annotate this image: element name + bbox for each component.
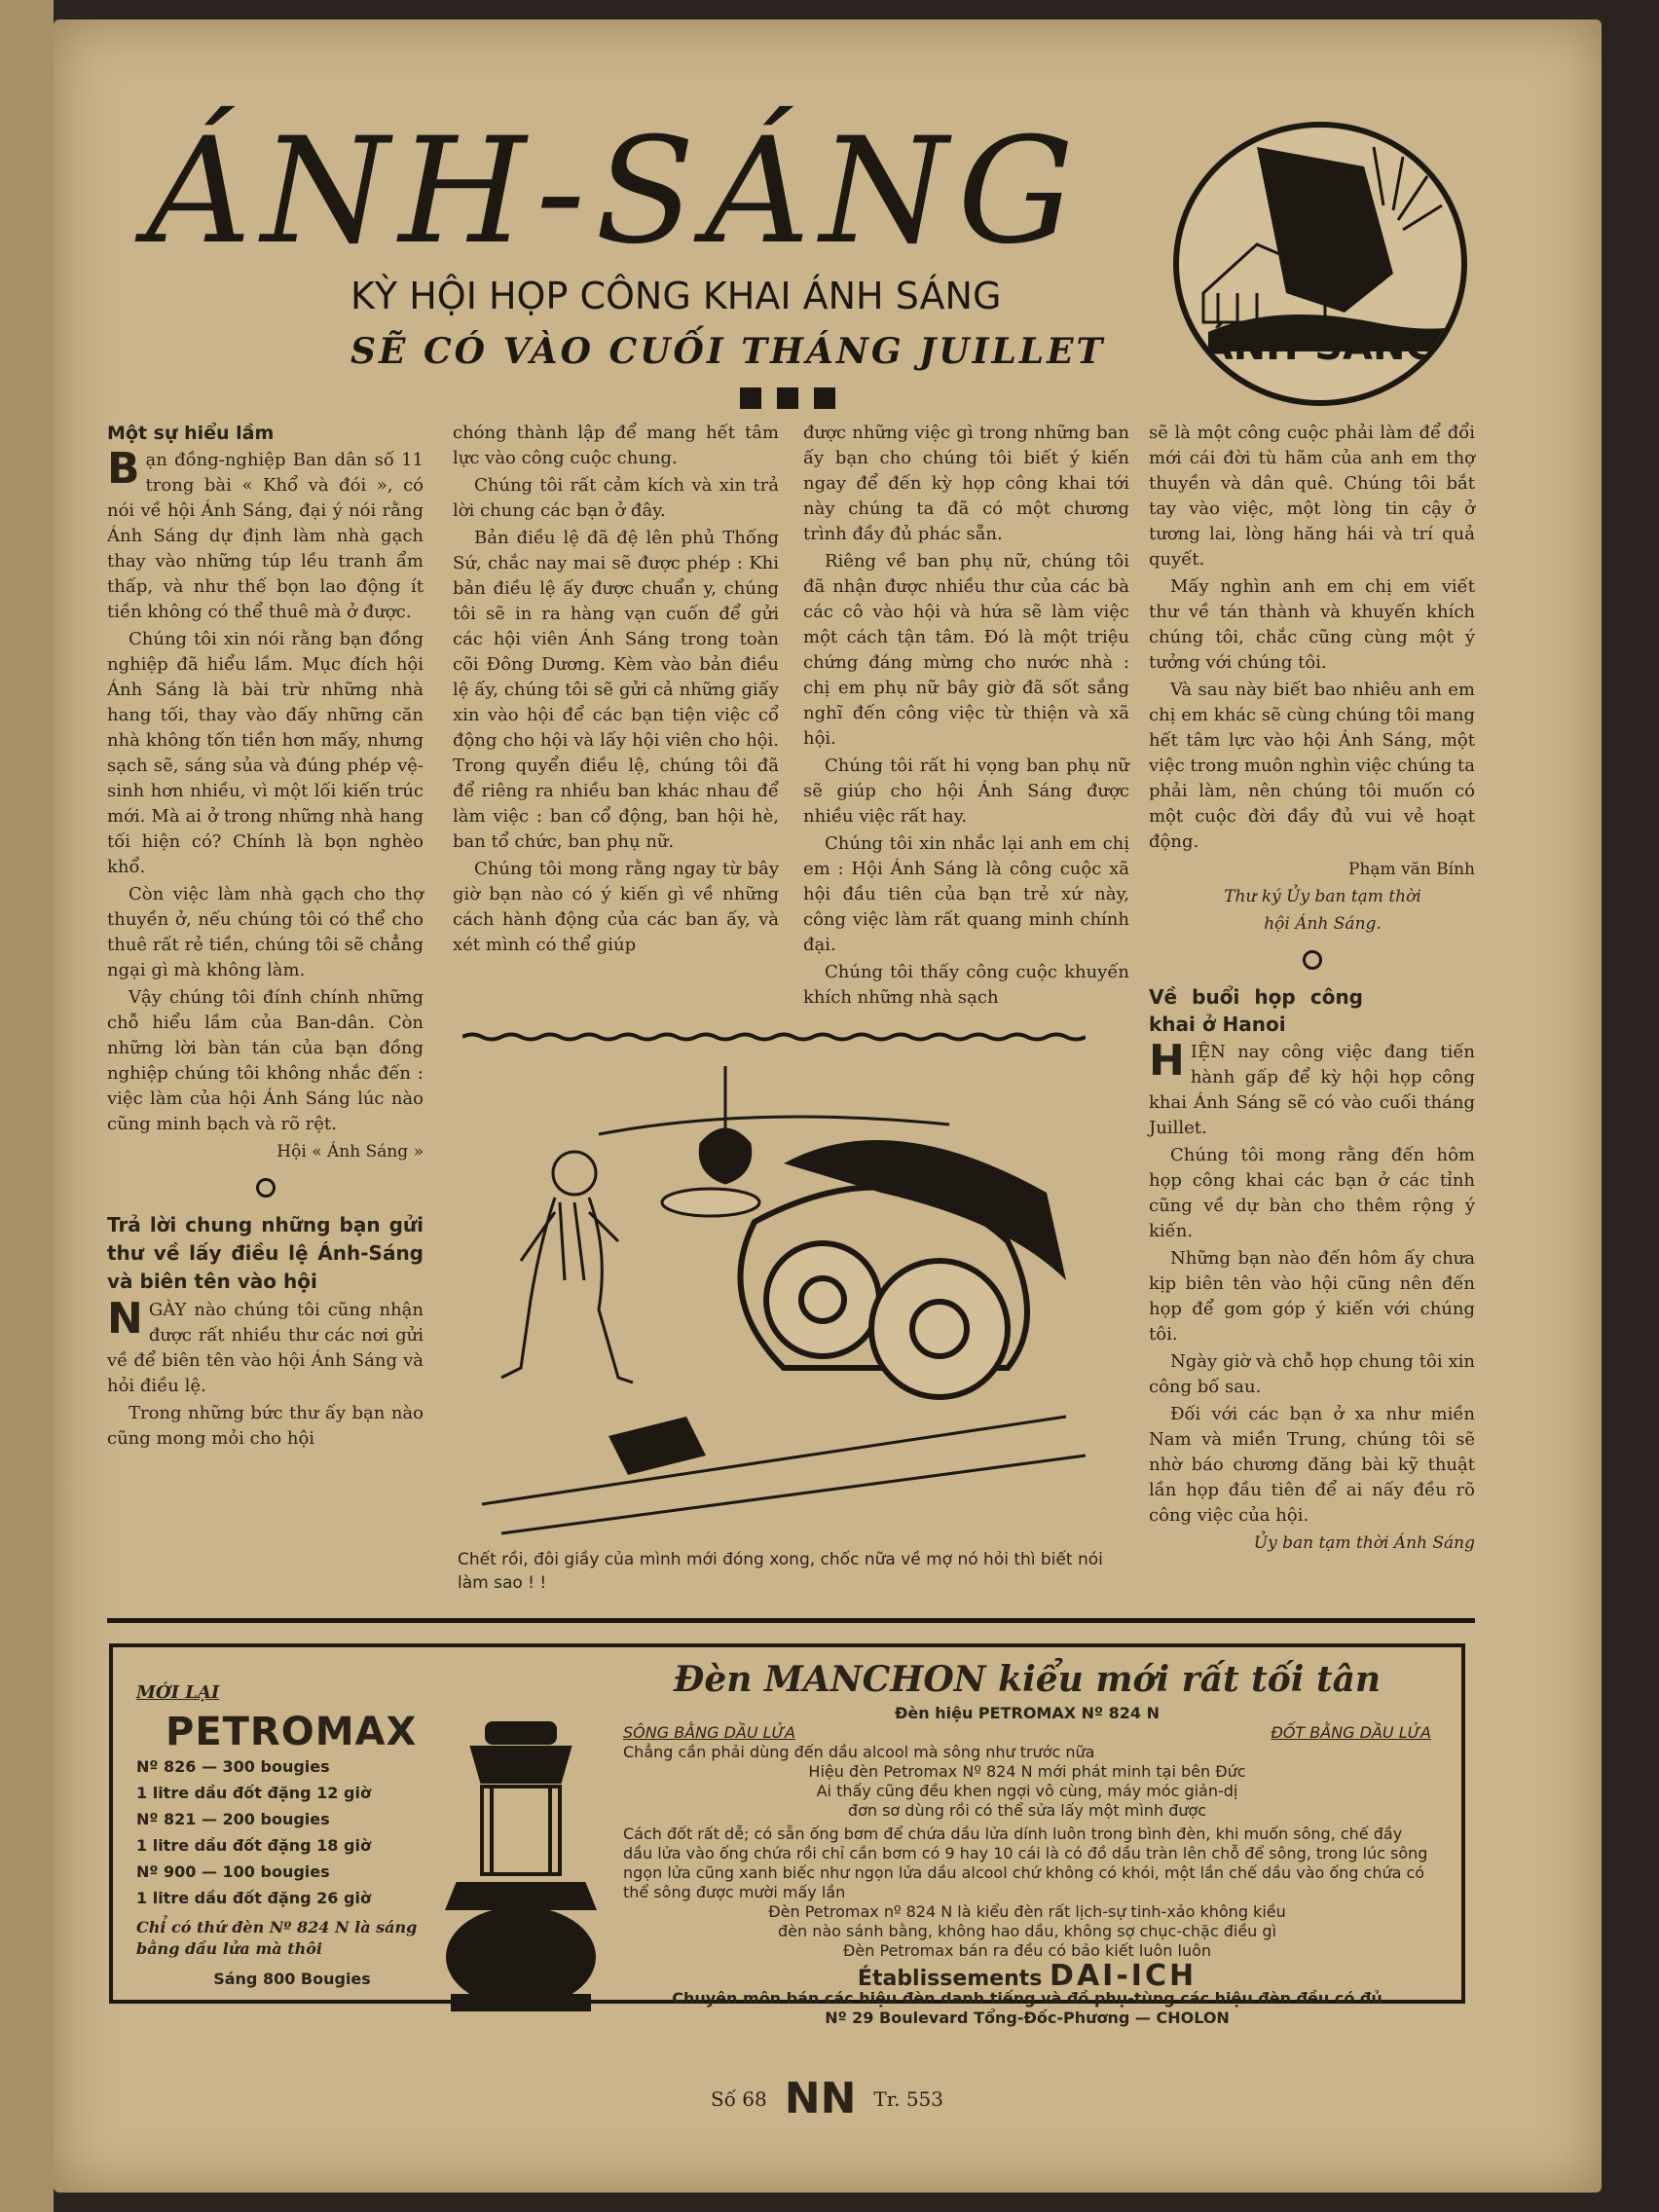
- article-heading: Một sự hiểu lầm: [107, 423, 275, 444]
- article-heading: Trả lời chung những bạn gửi thư về lấy điều lệ Ánh-Sáng và biên tên vào hội: [107, 1213, 424, 1293]
- ad-company: [623, 1959, 1431, 1993]
- article-paragraph: Những bạn nào đến hôm ấy chưa kịp biên tên vào hội cũng nên đến họp để gom góp ý kiến với chúng tôi.: [1149, 1248, 1475, 1345]
- article-paragraph: được những việc gì trong những ban ấy bạn cho chúng tôi biết ý kiến ngay để đến kỳ họp công khai tới này chúng ta đã có một chương trình đầy đủ phác sẵn.: [803, 423, 1129, 544]
- illustration-caption: Chết rồi, đôi giầy của mình mới đóng xong, chốc nữa về mợ nó hỏi thì biết nói làm sao ! !: [458, 1550, 1103, 1593]
- article-paragraph: Chúng tôi thấy công cuộc khuyến khích những nhà sạch: [803, 962, 1129, 1008]
- separator-squares: [740, 387, 835, 409]
- issue-number: Số 68: [711, 2086, 767, 2111]
- article-paragraph: Và sau này biết bao nhiêu anh em chị em khác sẽ cùng chúng tôi mang hết tâm lực vào hội Ánh Sáng, một việc trong muôn nghìn việc chúng ta phải làm, nên chúng tôi muốn có một cuộc đời đầy đủ vui vẻ hoạt động.: [1149, 680, 1475, 852]
- article-paragraph: NGÀY nào chúng tôi cũng nhận được rất nhiều thư các nơi gửi về để biên tên vào hội Ánh Sáng và hỏi điều lệ.: [107, 1294, 424, 1396]
- article-paragraph: Mấy nghìn anh em chị em viết thư về tán thành và khuyến khích chúng tôi, chắc cũng cùng một ý tưởng với chúng tôi.: [1149, 576, 1475, 673]
- masthead-title: ÁNH-SÁNG: [146, 107, 1085, 276]
- horizontal-rule: [107, 1618, 1475, 1623]
- ad-label-left: SÔNG BẰNG DẦU LỬA: [623, 1723, 795, 1742]
- anh-sang-logo: [1173, 122, 1467, 406]
- ad-headline: Đèn MANCHON kiểu mới rất tối tân: [673, 1659, 1382, 1700]
- dropcap: B: [107, 444, 140, 494]
- ad-text: Đèn hiệu PETROMAX Nº 824 N: [895, 1704, 1160, 1722]
- dropcap: H: [1149, 1036, 1185, 1086]
- ad-left-panel: [136, 1679, 448, 1992]
- article-paragraph: Riêng về ban phụ nữ, chúng tôi đã nhận được nhiều thư của các bà các cô vào hội và hứa sẽ làm việc một cách tận tâm. Đó là một triệu chứng đáng mừng cho nước nhà : chị em phụ nữ bây giờ đã sốt sắng nghĩ đến công việc từ thiện và xã hội.: [803, 551, 1129, 749]
- ad-brightness: Sáng 800 Bougies: [213, 1970, 371, 1988]
- ad-company-name: DAI-ICH: [1050, 1959, 1198, 1993]
- headline-primary: KỲ HỘI HỌP CÔNG KHAI ÁNH SÁNG: [350, 275, 1002, 317]
- ad-spec: Nº 826 — 300 bougies: [136, 1757, 330, 1776]
- article-paragraph: Chúng tôi mong rằng ngay từ bây giờ bạn nào có ý kiến gì về những cách hành động của các ban ấy, và xét mình có thể giúp: [453, 859, 779, 955]
- ad-text: Chuyên môn bán các hiệu đèn danh tiếng và đồ phụ-tùng các hiệu đèn đều có đủ: [672, 1989, 1382, 2008]
- cartoon-illustration: [462, 1047, 1086, 1543]
- article-paragraph: Bạn đồng-nghiệp Ban dân số 11 trong bài « Khổ và đói », có nói về hội Ánh Sáng, đại ý nói rằng Ánh Sáng dự định làm nhà gạch thay vào những túp lều tranh ẩm thấp, và như thế bọn lao động ít tiền không có thể thuê mà ở được.: [107, 444, 424, 622]
- article-paragraph: sẽ là một công cuộc phải làm để đổi mới cái đời tù hãm của anh em thợ thuyền và dân quê. Chúng tôi bắt tay vào việc, một lòng tin cậy ở tương lai, lòng hăng hái và trí quả quyết.: [1149, 423, 1475, 570]
- ad-text: Đèn Petromax bán ra đều có bảo kiết luôn luôn: [842, 1941, 1212, 1960]
- page-footer: [711, 2074, 943, 2123]
- article-paragraph: Chúng tôi xin nói rằng bạn đồng nghiệp đã hiểu lầm. Mục đích hội Ánh Sáng là bài trừ những nhà hang tối, thay vào đấy những căn nhà không tốn tiền hơn mấy, nhưng sạch sẽ, sáng sủa và đúng phép vệ-sinh hơn nhiều, vì một lối kiến trúc mới. Mà ai ở trong những nhà hang tối hiện có? Chính là bọn nghèo khổ.: [107, 629, 424, 877]
- author-title: Thư ký Ủy ban tạm thời: [1224, 887, 1421, 906]
- author-name: Phạm văn Bính: [1348, 860, 1475, 879]
- article-heading: Về buổi họp công khai ở Hanoi: [1149, 985, 1363, 1036]
- section-divider: [1303, 950, 1322, 970]
- section-divider: [256, 1178, 276, 1198]
- ad-right-panel: [623, 1655, 1431, 2028]
- wavy-divider: [462, 1032, 1086, 1042]
- page-number: Tr. 553: [873, 2086, 943, 2111]
- ad-spec: Nº 900 — 100 bougies: [136, 1862, 330, 1881]
- article-paragraph: chóng thành lập để mang hết tâm lực vào công cuộc chung.: [453, 423, 779, 468]
- article-paragraph: Chúng tôi rất cảm kích và xin trả lời chung các bạn ở đây.: [453, 475, 779, 521]
- ad-note: Chỉ có thứ đèn Nº 824 N là sáng bằng dầu lửa mà thôi: [136, 1918, 418, 1958]
- ad-address: Nº 29 Boulevard Tổng-Đốc-Phương — CHOLON: [825, 2009, 1230, 2027]
- column-2: [453, 421, 779, 960]
- article-paragraph: Ngày giờ và chỗ họp chung tôi xin công bố sau.: [1149, 1351, 1475, 1397]
- article-paragraph: Chúng tôi mong rằng đến hôm họp công khai các bạn ở các tỉnh cũng về dự bàn cho thêm rộng ý kiến.: [1149, 1145, 1475, 1241]
- ad-brand: PETROMAX: [166, 1710, 418, 1754]
- ad-label-right: ĐỐT BẰNG DẦU LỬA: [1271, 1723, 1431, 1742]
- headline-secondary: SẼ CÓ VÀO CUỐI THÁNG JUILLET: [350, 331, 1106, 372]
- logo-text: ÁNH-SÁNG: [1202, 324, 1438, 369]
- ad-text: đèn nào sánh bằng, không hao dầu, không sợ chục-chặc điều gì: [778, 1922, 1276, 1940]
- column-4: [1149, 421, 1475, 1558]
- column-3: [803, 421, 1129, 1013]
- book-spine: [0, 0, 54, 2212]
- article-signature: Ủy ban tạm thời Ánh Sáng: [1253, 1533, 1475, 1553]
- ad-text: Ai thấy cũng đều khen ngợi vô cùng, máy móc giản-dị: [816, 1782, 1238, 1800]
- article-paragraph: Chúng tôi xin nhắc lại anh em chị em : Hội Ánh Sáng là công cuộc xã hội đầu tiên của bạn trẻ xứ này, công việc làm rất quang minh chính đại.: [803, 833, 1129, 955]
- lantern-icon: [433, 1714, 608, 2015]
- article-paragraph: Trong những bức thư ấy bạn nào cũng mong mỏi cho hội: [107, 1403, 424, 1449]
- ad-text: Chẳng cần phải dùng đến dầu alcool mà sông như trước nữa: [623, 1743, 1095, 1761]
- ad-spec: 1 litre dầu đốt đặng 26 giờ: [136, 1889, 371, 1907]
- ad-text: Đèn Petromax nº 824 N là kiểu đèn rất lịch-sự tinh-xảo không kiều: [768, 1902, 1286, 1921]
- article-paragraph: Còn việc làm nhà gạch cho thợ thuyền ở, nếu chúng tôi có thể cho thuê rất rẻ tiền, chúng tôi sẽ chẳng ngại gì mà không làm.: [107, 884, 424, 980]
- article-paragraph: Vậy chúng tôi đính chính những chỗ hiểu lầm của Ban-dân. Còn những lời bàn tán của bạn đồng nghiệp chúng tôi không nhắc đến : việc làm của hội Ánh Sáng lúc nào cũng minh bạch và rõ rệt.: [107, 987, 424, 1134]
- ad-new-label: MỚI LẠI: [136, 1682, 220, 1703]
- author-title: hội Ánh Sáng.: [1264, 914, 1382, 934]
- publication-mark: NN: [784, 2074, 857, 2123]
- ad-text: đơn sơ dùng rồi có thể sửa lấy một mình được: [847, 1801, 1207, 1820]
- ad-spec: Nº 821 — 200 bougies: [136, 1810, 330, 1828]
- article-paragraph: Chúng tôi rất hi vọng ban phụ nữ sẽ giúp cho hội Ánh Sáng được nhiều việc rất hay.: [803, 756, 1129, 827]
- column-1: [107, 421, 424, 1454]
- ad-spec: 1 litre dầu đốt đặng 12 giờ: [136, 1784, 371, 1802]
- article-paragraph: HIỆN nay công việc đang tiến hành gấp để kỳ hội họp công khai Ánh Sáng sẽ có vào cuối tháng Juillet.: [1149, 1036, 1475, 1138]
- article-paragraph: Bản điều lệ đã đệ lên phủ Thống Sứ, chắc nay mai sẽ được phép : Khi bản điều lệ ấy được chuẩn y, chúng tôi sẽ in ra hàng vạn cuốn để gửi các hội viên Ánh Sáng trong toàn cõi Đông Dương. Kèm vào bản điều lệ ấy, chúng tôi sẽ gửi cả những giấy xin vào hội để các bạn tiện việc cổ động cho hội và lấy hội viên cho hội. Trong quyển điều lệ, chúng tôi đã để riêng ra nhiều ban khác nhau để làm việc : ban cổ động, ban hội hè, ban tổ chức, ban phụ nữ.: [453, 528, 779, 852]
- article-paragraph: Đối với các bạn ở xa như miền Nam và miền Trung, chúng tôi sẽ nhờ báo chương đăng bài kỹ thuật lần họp đầu tiên để ai nấy đều rõ công việc của hội.: [1149, 1404, 1475, 1526]
- dropcap: N: [107, 1294, 143, 1344]
- ad-spec: 1 litre dầu đốt đặng 18 giờ: [136, 1836, 371, 1855]
- ad-label-row: [623, 1723, 1431, 1743]
- article-signature: Hội « Ánh Sáng »: [276, 1142, 424, 1161]
- ad-text: Hiệu đèn Petromax Nº 824 N mới phát minh tại bên Đức: [808, 1762, 1246, 1781]
- ad-text: Cách đốt rất dễ; có sẵn ống bơm để chứa dầu lửa dính luôn trong bình đèn, khi muốn sông, chế đầy dầu lửa vào ống chứa rồi chỉ cần bơm có 9 hay 10 cái là có đồ dầu tràn lên chỗ để sông, trong lúc sông ngọn lửa cũng xanh biếc như ngọn lửa dầu alcool chứ không có khói, một lần chế dầu vào ống chứa có thể sông được mười mấy lần: [623, 1825, 1428, 1901]
- ad-company-prefix: Établissements: [857, 1967, 1043, 1991]
